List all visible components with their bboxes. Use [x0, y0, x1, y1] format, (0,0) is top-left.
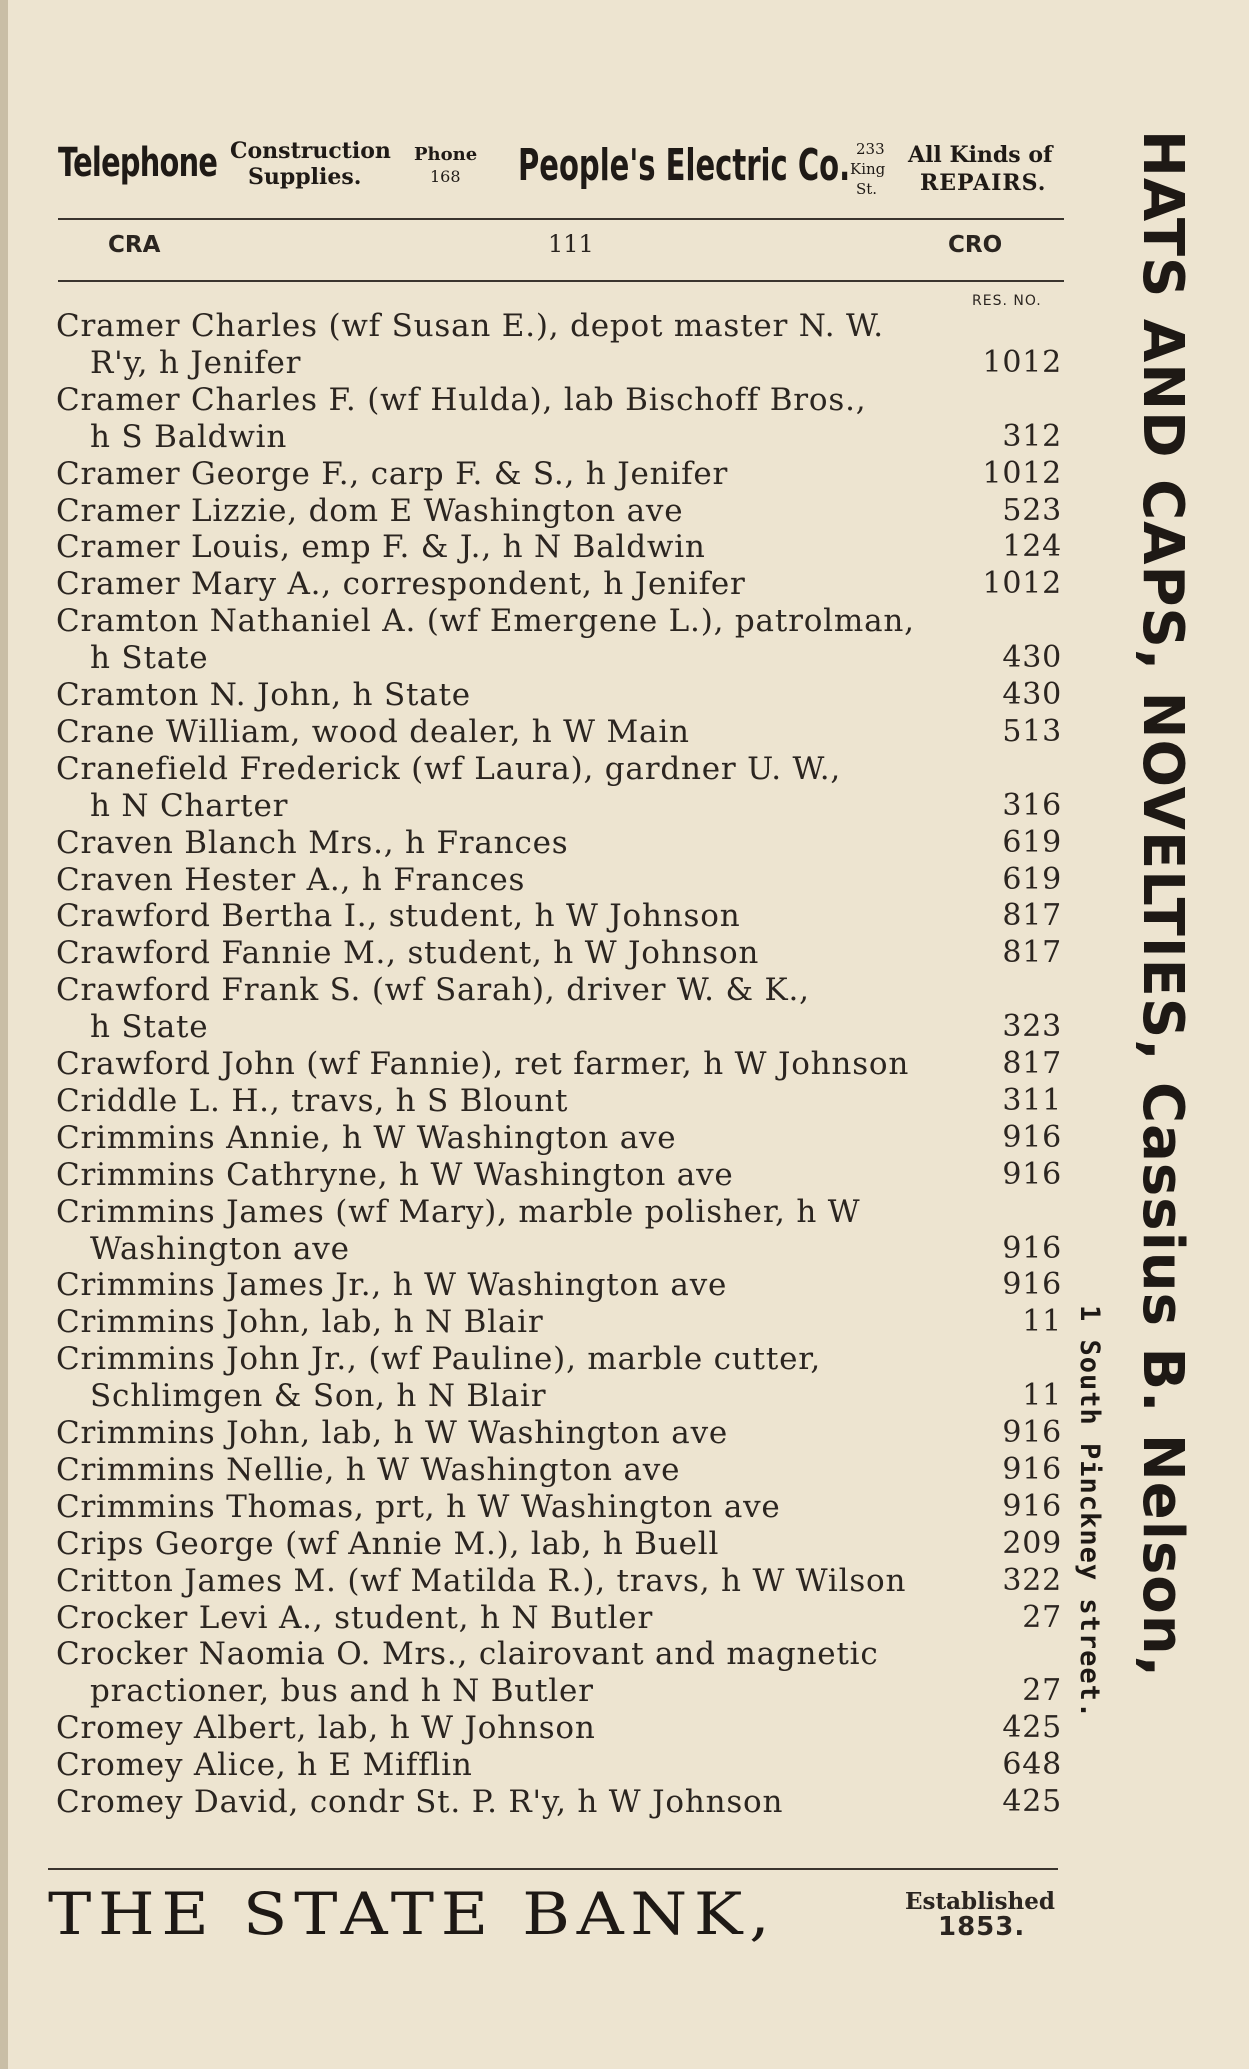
entry-text: h S Baldwin [90, 418, 288, 455]
entry-residence-number: 311 [1002, 1082, 1062, 1118]
entry-residence-number: 916 [1002, 1415, 1062, 1450]
side-ad-address: 1 South Pinckney street. [1074, 1305, 1105, 1720]
ad-phone-number: 168 [430, 167, 461, 186]
directory-entry-line [0, 1304, 1080, 1341]
entry-residence-number: 817 [1002, 935, 1062, 971]
entry-residence-number: 916 [1002, 1156, 1062, 1192]
entry-text: Cramer Charles F. (wf Hulda), lab Bischoff Bros., [56, 381, 867, 418]
directory-entry-line [0, 1747, 1080, 1784]
entry-text: Crane William, wood dealer, h W Main [56, 713, 690, 750]
directory-entry-line [0, 493, 1080, 530]
entry-residence-number: 323 [1002, 1009, 1062, 1045]
entry-residence-number: 425 [1002, 1710, 1062, 1746]
entry-text: Washington ave [90, 1230, 350, 1267]
ad-address-number: 233 [856, 140, 885, 158]
ad-phone-label: Phone [414, 144, 478, 165]
directory-entry-line [0, 566, 1080, 603]
footer-bank-name: THE STATE BANK, [48, 1880, 777, 1948]
directory-entry-line [0, 825, 1080, 862]
ad-telephone: Telephone [58, 140, 218, 186]
footer-year: 1853. [938, 1912, 1026, 1942]
entry-residence-number: 916 [1002, 1488, 1062, 1524]
directory-entry-line [0, 788, 1080, 825]
entry-text: Schlimgen & Son, h N Blair [90, 1378, 547, 1415]
entry-residence-number: 1012 [982, 566, 1062, 602]
entry-residence-number: 322 [1002, 1562, 1062, 1598]
entry-text: Crimmins James Jr., h W Washington ave [56, 1267, 728, 1304]
entry-residence-number: 619 [1002, 861, 1062, 897]
entry-residence-number: 916 [1002, 1451, 1062, 1487]
footer-rule [48, 1868, 1058, 1870]
entry-text: Crawford Fannie M., student, h W Johnson [56, 935, 760, 972]
entry-residence-number: 27 [1022, 1673, 1062, 1709]
directory-entry-line [0, 1710, 1080, 1747]
entry-text: Craven Hester A., h Frances [56, 861, 526, 898]
directory-entry-line [0, 1784, 1080, 1821]
directory-entry-line [0, 603, 1080, 640]
entry-text: Crimmins Cathryne, h W Washington ave [56, 1156, 734, 1193]
directory-entry-line [0, 677, 1080, 714]
running-head-left: CRA [108, 232, 161, 258]
directory-entry-line [0, 1046, 1080, 1083]
entry-text: Cramer Charles (wf Susan E.), depot master N. W. [56, 308, 884, 344]
directory-entry-line [0, 1526, 1080, 1563]
entry-residence-number: 513 [1002, 713, 1062, 749]
header-advertisement [58, 130, 1068, 210]
directory-entry-line [0, 1636, 1080, 1673]
directory-entry-line [0, 935, 1080, 972]
directory-entry-line [0, 1231, 1080, 1268]
ad-supplies: Supplies. [248, 164, 362, 190]
directory-entry-line [0, 1673, 1080, 1710]
directory-entry-line [0, 1341, 1080, 1378]
entry-text: Cramer Lizzie, dom E Washington ave [56, 492, 684, 529]
directory-entry-line [0, 382, 1080, 419]
header-rule-top [58, 218, 1064, 220]
entry-residence-number: 124 [1002, 529, 1062, 565]
running-head-right: CRO [948, 232, 1003, 258]
directory-entry-line [0, 1157, 1080, 1194]
entry-text: Cromey David, condr St. P. R'y, h W Johnson [56, 1784, 784, 1820]
ad-construction: Construction [230, 138, 391, 164]
entry-text: Cramer George F., carp F. & S., h Jenifer [56, 455, 729, 492]
entry-residence-number: 817 [1002, 898, 1062, 934]
directory-entry-line [0, 751, 1080, 788]
entry-text: Crocker Levi A., student, h N Butler [56, 1599, 654, 1636]
entry-residence-number: 1012 [982, 344, 1062, 380]
entry-residence-number: 11 [1022, 1378, 1062, 1414]
entry-residence-number: 523 [1002, 492, 1062, 528]
side-advertisement [1074, 130, 1249, 1950]
directory-entry-line [0, 456, 1080, 493]
directory-entry-line [0, 1083, 1080, 1120]
header-rule-bottom [58, 280, 1064, 282]
entry-text: Crimmins John Jr., (wf Pauline), marble cutter, [56, 1341, 822, 1378]
entry-text: h N Charter [90, 787, 289, 824]
entry-text: Cramer Mary A., correspondent, h Jenifer [56, 566, 746, 603]
entry-text: Critton James M. (wf Matilda R.), travs, h W Wilson [56, 1562, 907, 1599]
directory-entry-line [0, 345, 1080, 382]
directory-entry-line [0, 898, 1080, 935]
directory-entry-line [0, 714, 1080, 751]
entry-residence-number: 916 [1002, 1230, 1062, 1266]
entry-residence-number: 1012 [982, 455, 1062, 491]
entry-residence-number: 916 [1002, 1119, 1062, 1155]
entry-text: Craven Blanch Mrs., h Frances [56, 824, 569, 861]
directory-entry-line [0, 529, 1080, 566]
entry-text: Crimmins Nellie, h W Washington ave [56, 1451, 681, 1488]
entry-residence-number: 430 [1002, 640, 1062, 676]
entry-text: practioner, bus and h N Butler [90, 1673, 594, 1710]
directory-entry-line [0, 1489, 1080, 1526]
directory-entry-line [0, 1563, 1080, 1600]
footer-established: Established [905, 1888, 1055, 1915]
side-ad-main: HATS AND CAPS, NOVELTIES, Cassius B. Nelson, [1130, 130, 1195, 1678]
entry-residence-number: 316 [1002, 787, 1062, 823]
entry-text: Crawford Frank S. (wf Sarah), driver W. & K., [56, 972, 810, 1009]
entry-text: Crawford Bertha I., student, h W Johnson [56, 898, 741, 935]
directory-entry-line [0, 1120, 1080, 1157]
ad-address-suffix: St. [856, 180, 878, 198]
entry-text: Crocker Naomia O. Mrs., clairovant and magnetic [56, 1636, 879, 1673]
ad-address-street: King [850, 160, 886, 178]
entry-residence-number: 425 [1002, 1784, 1062, 1819]
directory-entry-line [0, 640, 1080, 677]
entry-residence-number: 27 [1022, 1599, 1062, 1635]
directory-entry-line [0, 1600, 1080, 1637]
entry-text: Cranefield Frederick (wf Laura), gardner U. W., [56, 750, 842, 787]
entry-residence-number: 619 [1002, 824, 1062, 860]
ad-company-name: People's Electric Co. [518, 140, 851, 191]
entry-text: Crimmins John, lab, h N Blair [56, 1304, 544, 1341]
entry-text: Crimmins Annie, h W Washington ave [56, 1119, 677, 1156]
entry-residence-number: 209 [1002, 1525, 1062, 1561]
directory-entry-line [0, 972, 1080, 1009]
entry-text: Cramton Nathaniel A. (wf Emergene L.), patrolman, [56, 603, 915, 640]
entry-residence-number: 817 [1002, 1046, 1062, 1081]
entry-text: R'y, h Jenifer [90, 344, 302, 381]
directory-entry-line [0, 1452, 1080, 1489]
entry-text: Crimmins James (wf Mary), marble polisher, h W [56, 1193, 861, 1230]
directory-entry-line [0, 1194, 1080, 1231]
entry-text: Criddle L. H., travs, h S Blount [56, 1082, 569, 1119]
entry-residence-number: 648 [1002, 1747, 1062, 1783]
entry-text: Crimmins John, lab, h W Washington ave [56, 1415, 729, 1451]
entry-text: Cromey Albert, lab, h W Johnson [56, 1710, 596, 1747]
entry-residence-number: 312 [1002, 418, 1062, 454]
entry-text: Crawford John (wf Fannie), ret farmer, h W Johnson [56, 1046, 910, 1082]
ad-repairs: REPAIRS. [920, 170, 1047, 196]
directory-entry-line [0, 1378, 1080, 1415]
directory-entry-line [0, 419, 1080, 456]
entry-text: h State [90, 1009, 209, 1046]
entry-text: Crips George (wf Annie M.), lab, h Buell [56, 1525, 720, 1562]
directory-entry-line [0, 1267, 1080, 1304]
entry-residence-number: 916 [1002, 1267, 1062, 1303]
residence-number-label: RES. NO. [972, 293, 1042, 309]
entry-text: Crimmins Thomas, prt, h W Washington ave [56, 1488, 781, 1525]
entry-text: h State [90, 640, 209, 677]
entry-text: Cromey Alice, h E Mifflin [56, 1747, 473, 1784]
directory-entry-line [0, 1009, 1080, 1046]
ad-all-kinds: All Kinds of [908, 142, 1053, 168]
entry-text: Cramton N. John, h State [56, 677, 471, 713]
entry-residence-number: 11 [1022, 1304, 1062, 1340]
entry-text: Cramer Louis, emp F. & J., h N Baldwin [56, 529, 706, 566]
page-number: 111 [548, 230, 594, 258]
directory-entry-line [0, 308, 1080, 345]
entry-residence-number: 430 [1002, 677, 1062, 712]
directory-entry-line [0, 862, 1080, 899]
directory-entry-line [0, 1415, 1080, 1452]
